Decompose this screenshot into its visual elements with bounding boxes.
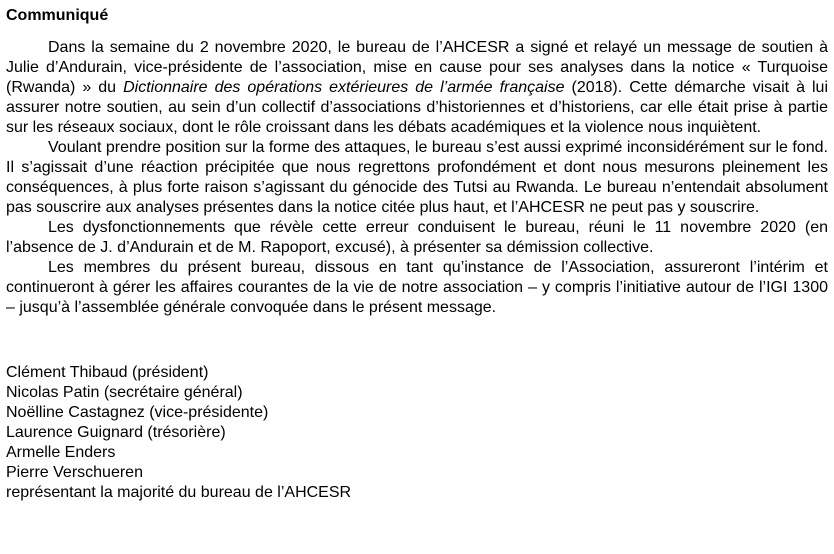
paragraph-3 [6, 218, 828, 258]
document-body [6, 38, 828, 318]
signature-line: Laurence Guignard (trésorière) [6, 424, 226, 441]
document-title: Communiqué [6, 7, 109, 24]
paragraph-2-text: Voulant prendre position sur la forme des attaques, le bureau s’est aussi exprimé inconsidérément sur le fond. Il s’agissait d’une réaction précipitée que nous regrettons profondément et dont nous mesurons pleinement les conséquences, à plus forte raison s’agissant du génocide des Tutsi au Rwanda. Le bureau n’entendait absolument pas souscrire aux analyses présentes dans la notice citée plus haut, et l’AHCESR ne peut pas y souscrire. [6, 139, 828, 216]
signature-line: Nicolas Patin (secrétaire général) [6, 384, 243, 401]
paragraph-1-italic-title: Dictionnaire des opérations extérieures de l’armée française [123, 79, 565, 96]
paragraph-2 [6, 138, 828, 218]
paragraph-4-text: Les membres du présent bureau, dissous en tant qu’instance de l’Association, assureront l’intérim et continueront à gérer les affaires courantes de la vie de notre association – y compris l’initiative autour de l’IGI 1300 – jusqu’à l’assemblée générale convoquée dans le présent message. [6, 259, 828, 316]
signature-line: Clément Thibaud (président) [6, 364, 209, 381]
paragraph-1-text-start: Dans la semaine du 2 novembre 2020, le bureau de l’AHCESR a signé et relayé un message de soutien à Julie d’Andurain, vice-présidente de l’association, mise en cause pour ses analyses dans la notice « Turquoise (Rwanda) » du [6, 39, 828, 96]
signature-block [6, 363, 828, 503]
signature-line: Noëlline Castagnez (vice-présidente) [6, 404, 269, 421]
paragraph-1 [6, 38, 828, 138]
paragraph-1-text-end: (2018). Cette démarche visait à lui assurer notre soutien, au sein d’un collectif d’associations d’historiennes et d’historiens, car elle était prise à partie sur les réseaux sociaux, dont le rôle croissant dans les débats académiques et la violence nous inquiètent. [6, 79, 829, 136]
signature-line: Pierre Verschueren [6, 464, 143, 481]
communique-document [6, 6, 828, 503]
paragraph-3-text: Les dysfonctionnements que révèle cette erreur conduisent le bureau, réuni le 11 novembre 2020 (en l’absence de J. d’Andurain et de M. Rapoport, excusé), à présenter sa démission collective. [6, 219, 828, 256]
signature-closing-line: représentant la majorité du bureau de l’AHCESR [6, 484, 352, 501]
signature-line: Armelle Enders [6, 444, 116, 461]
paragraph-4 [6, 258, 828, 318]
